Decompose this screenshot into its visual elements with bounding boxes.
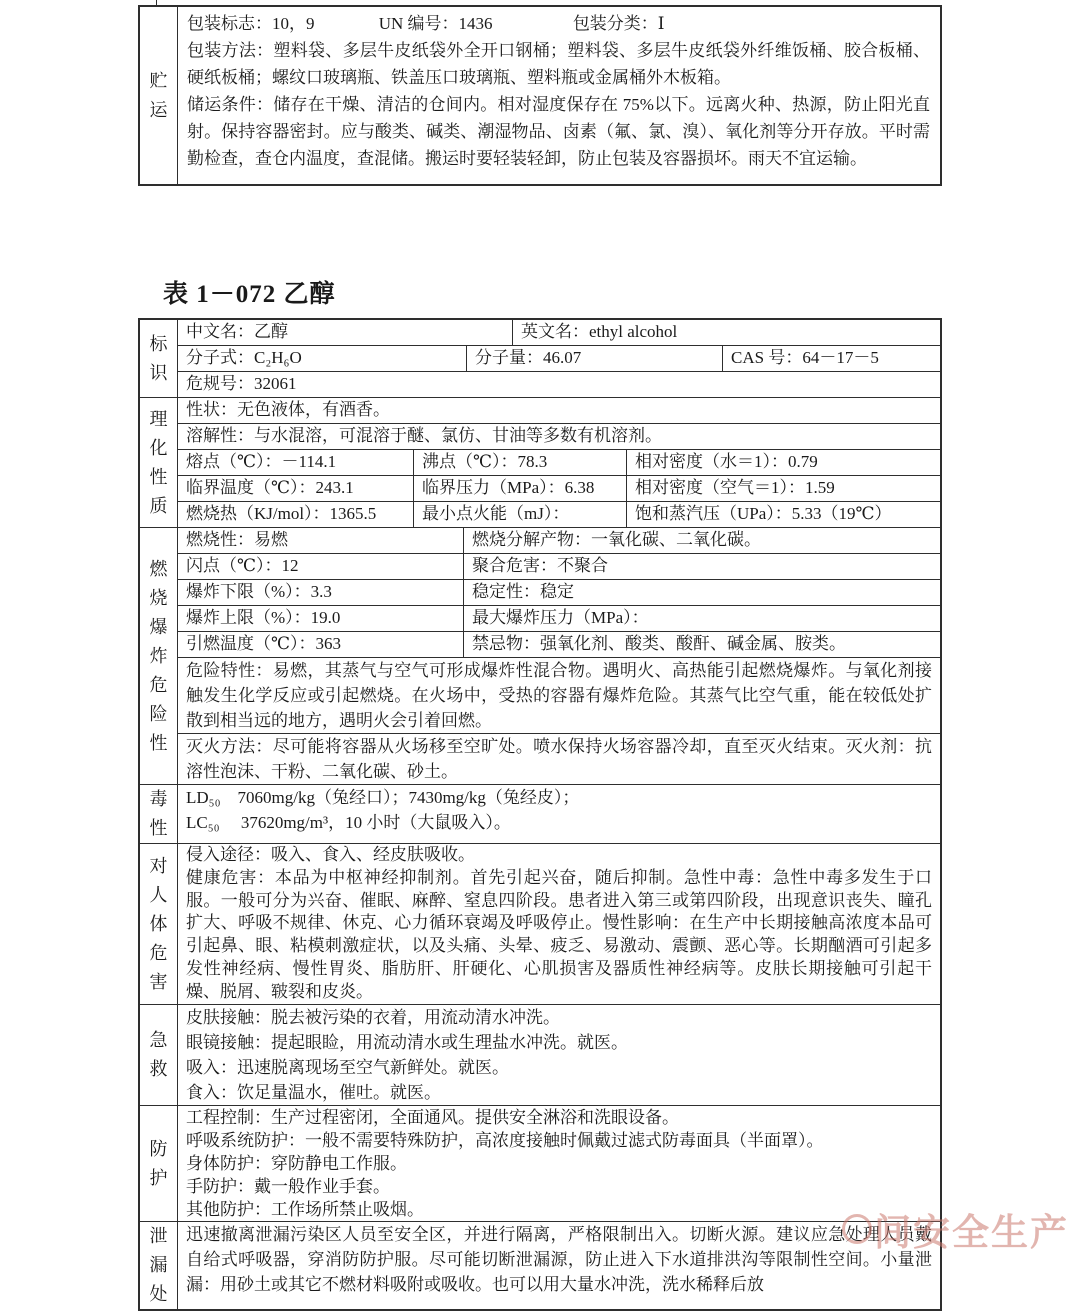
section-label-storage — [140, 7, 178, 184]
cell-incompatibilities: 禁忌物：强氧化剂、酸类、酸酐、碱金属、胺类。 — [463, 632, 940, 657]
section-label-text: 燃烧爆炸危险性 — [149, 558, 168, 753]
first-aid-skin: 皮肤接触：脱去被污染的衣着，用流动清水冲洗。 — [186, 1008, 560, 1027]
protection-hand: 手防护：戴一般作业手套。 — [186, 1177, 390, 1196]
cell-critical-temp: 临界温度（℃）：243.1 — [186, 478, 354, 497]
cell-flash-point: 闪点（℃）：12 — [186, 556, 299, 575]
first-aid-ingestion: 食入：饮足量温水，催吐。就医。 — [186, 1083, 441, 1102]
section-label-first-aid — [140, 1005, 178, 1105]
section-label-text: 贮运 — [149, 70, 168, 120]
cell-human-hazard — [178, 844, 940, 1004]
cell-density-water: 相对密度（水＝1）：0.79 — [626, 450, 940, 475]
packaging-mark: 包装标志：10，9 — [187, 14, 315, 33]
section-label-text: 泄漏处 — [149, 1226, 168, 1304]
protection-other: 其他防护：工作场所禁止吸烟。 — [186, 1200, 424, 1219]
section-label-text: 急救 — [149, 1030, 168, 1079]
health-hazard: 健康危害：本品为中枢神经抑制剂。首先引起兴奋，随后抑制。急性中毒：急性中毒多发生于口服。一般可分为兴奋、催眠、麻醉、窒息四阶段。患者进入第三或第四阶段，出现意识丧失、瞳孔扩大、呼吸不规律、休克、心力循环衰竭及呼吸停止。慢性影响：在生产中长期接触高浓度本品可引起鼻、眼、粘模刺激症状，以及头痛、头晕、疲乏、易激动、震颤、恶心等。长期酗酒可引起多发性神经病、慢性胃炎、脂肪肝、肝硬化、心肌损害及器质性神经病等。皮肤长期接触可引起干燥、脱屑、皲裂和皮炎。 — [186, 867, 932, 1001]
watermark-text: 间安全生产 — [874, 1213, 1069, 1254]
section-label-text: 防护 — [149, 1138, 168, 1188]
storage-transport-table — [138, 5, 942, 186]
cell-danger-code: 危规号：32061 — [186, 374, 297, 393]
cell-stability: 稳定性：稳定 — [463, 580, 940, 605]
ld50-line: LD₅₀ 7060mg/kg（兔经口）；7430mg/kg（兔经皮）； — [186, 788, 580, 807]
section-leakage — [140, 1221, 940, 1309]
first-aid-inhalation: 吸入：迅速脱离现场至空气新鲜处。就医。 — [186, 1058, 509, 1077]
cell-formula: 分子式：C₂H₆O — [186, 348, 302, 367]
cell-combustion-heat: 燃烧热（KJ/mol）：1365.5 — [186, 504, 377, 523]
section-first-aid — [140, 1004, 940, 1105]
cell-explosion-upper-limit: 爆炸上限（%）：19.0 — [186, 608, 341, 627]
storage-condition: 储运条件：储存在干燥、清洁的仓间内。相对湿度保存在 75%以下。远离火种、热源，防止阳光直射。保持容器密封。应与酸类、碱类、潮湿物品、卤素（氟、氯、溴）、氧化剂等分开存放。平时需勤检查，查仓内温度，查混储。搬运时要轻装轻卸，防止包装及容器损坏。雨天不宜运输。 — [187, 95, 930, 168]
cell-toxicity-values — [178, 785, 940, 835]
section-label-text: 对人体危害 — [149, 855, 168, 992]
packaging-info-line — [187, 10, 930, 37]
cell-en-name: 英文名：ethyl alcohol — [512, 320, 940, 345]
packing-method: 包装方法：塑料袋、多层牛皮纸袋外全开口钢桶；塑料袋、多层牛皮纸袋外纤维饭桶、胶合板桶、硬纸板桶；螺纹口玻璃瓶、铁盖压口玻璃瓶、塑料瓶或金属桶外木板箱。 — [187, 41, 930, 87]
section-label-human-hazard — [140, 844, 178, 1004]
section-human-hazard — [140, 843, 940, 1004]
msds-table — [138, 318, 942, 1311]
section-phys-chem — [140, 397, 940, 527]
cell-state: 性状：无色液体，有酒香。 — [186, 400, 390, 419]
cell-hazard-characteristics: 危险特性：易燃，其蒸气与空气可形成爆炸性混合物。遇明火、高热能引起燃烧爆炸。与氧化剂接触发生化学反应或引起燃烧。在火场中，受热的容器有爆炸危险。其蒸气比空气重，能在较低处扩散到相当远的地方，遇明火会引着回燃。 — [186, 661, 932, 730]
cell-polymerization-hazard: 聚合危害：不聚合 — [463, 554, 940, 579]
cell-vapor-pressure: 饱和蒸汽压（UPa）：5.33（19℃） — [626, 502, 940, 527]
cell-density-air: 相对密度（空气＝1）：1.59 — [626, 476, 940, 501]
cell-fire-fighting: 灭火方法：尽可能将容器从火场移至空旷处。喷水保持火场容器冷却，直至灭火结束。灭火剂：抗溶性泡沫、干粉、二氧化碳、砂土。 — [186, 737, 932, 781]
cell-explosion-lower-limit: 爆炸下限（%）：3.3 — [186, 582, 332, 601]
cell-cas-number: CAS 号：64－17－5 — [722, 346, 940, 371]
section-label-fire-explosion — [140, 528, 178, 784]
cell-flammability: 燃烧性：易燃 — [186, 530, 288, 549]
exposure-route: 侵入途径：吸入、食入、经皮肤吸收。 — [186, 845, 475, 864]
cell-first-aid — [178, 1005, 940, 1105]
section-label-text: 理化性质 — [149, 408, 168, 516]
section-protection — [140, 1105, 940, 1221]
section-label-phys-chem — [140, 398, 178, 527]
cell-boiling-point: 沸点（℃）：78.3 — [413, 450, 626, 475]
cell-decomposition-products: 燃烧分解产物：一氧化碳、二氧化碳。 — [463, 528, 940, 553]
cell-melting-point: 熔点（℃）：－114.1 — [186, 452, 337, 471]
cell-leakage: 迅速撤离泄漏污染区人员至安全区，并进行隔离，严格限制出入。切断火源。建议应急处理人员戴自给式呼吸器，穿消防防护服。尽可能切断泄漏源，防止进入下水道排洪沟等限制性空间。小量泄漏：用砂土或其它不燃材料吸附或吸收。也可以用大量水冲洗，洗水稀释后放 — [186, 1225, 932, 1294]
cell-ignition-temp: 引燃温度（℃）：363 — [186, 634, 342, 653]
first-aid-eye: 眼镜接触：提起眼睑，用流动清水或生理盐水冲洗。就医。 — [186, 1033, 628, 1052]
protection-engineering: 工程控制：生产过程密闭，全面通风。提供安全淋浴和洗眼设备。 — [186, 1108, 679, 1127]
section-label-leakage — [140, 1222, 178, 1309]
lc50-line: LC₅₀ 37620mg/m³，10 小时（大鼠吸入）。 — [186, 813, 511, 832]
section-toxicity — [140, 784, 940, 843]
section-fire-explosion — [140, 527, 940, 784]
cell-min-ignition-energy: 最小点火能（mJ）： — [413, 502, 626, 527]
page-title: 表 1－072 乙醇 — [163, 281, 336, 308]
section-identification — [140, 320, 940, 397]
section-label-identification — [140, 320, 178, 397]
cell-mol-weight: 分子量：46.07 — [466, 346, 722, 371]
cell-critical-pressure: 临界压力（MPa）：6.38 — [413, 476, 626, 501]
packaging-class: 包装分类：Ⅰ — [572, 14, 665, 33]
protection-respiratory: 呼吸系统防护：一般不需要特殊防护，高浓度接触时佩戴过滤式防毒面具（半面罩）。 — [186, 1131, 824, 1150]
section-label-toxicity — [140, 785, 178, 843]
cell-cn-name: 中文名：乙醇 — [186, 322, 288, 341]
cell-solubility: 溶解性：与水混溶，可混溶于醚、氯仿、甘油等多数有机溶剂。 — [186, 426, 662, 445]
storage-transport-content — [178, 7, 940, 184]
cell-max-explosion-pressure: 最大爆炸压力（MPa）： — [463, 606, 940, 631]
protection-body: 身体防护：穿防静电工作服。 — [186, 1154, 407, 1173]
section-label-protection — [140, 1106, 178, 1221]
un-number: UN 编号：1436 — [378, 14, 493, 33]
section-label-text: 毒性 — [149, 789, 168, 838]
section-label-text: 标识 — [149, 333, 168, 383]
cell-protection — [178, 1106, 940, 1221]
